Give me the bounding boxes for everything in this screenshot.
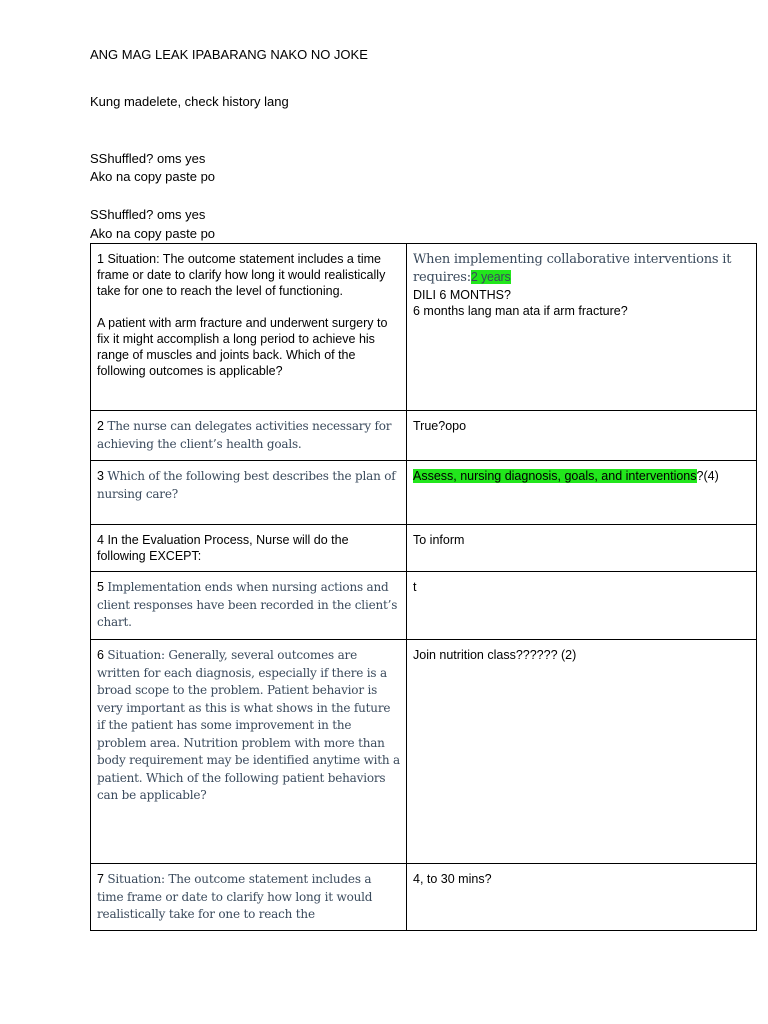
answer-cell: [407, 864, 757, 931]
answer-cell: [407, 525, 757, 572]
table-row: [91, 461, 757, 525]
header-line-6: Ako na copy paste po: [90, 226, 216, 241]
question-cell: [91, 461, 407, 525]
question-text: In the Evaluation Process, Nurse will do the following EXCEPT:: [97, 533, 349, 563]
question-text: Situation: The outcome statement includes a time frame or date to clarify how long it would realistically take for one to reach the: [97, 872, 373, 921]
answer-text: 6 months lang man ata if arm fracture?: [413, 304, 628, 318]
qa-table: [90, 243, 757, 931]
row-number: 6: [97, 648, 104, 662]
answer-text: Join nutrition class?????? (2): [413, 648, 577, 662]
answer-text: t: [413, 580, 417, 594]
answer-cell: [407, 244, 757, 411]
answer-cell: [407, 640, 757, 864]
question-cell: [91, 525, 407, 572]
header-line-1: ANG MAG LEAK IPABARANG NAKO NO JOKE: [90, 47, 368, 62]
question-text: Situation: Generally, several outcomes are written for each diagnosis, especially if there is a broad scope to the problem. Patient behavior is very important as this is what shows in the future if the patient has some improvement in the problem area. Nutrition problem with more than body requirement may be identified anytime with a patient. Which of the following patient behaviors can be applicable?: [97, 648, 401, 802]
answer-text: DILI 6 MONTHS?: [413, 288, 511, 302]
answer-cell: [407, 411, 757, 461]
row-number: 5: [97, 580, 104, 594]
row-number: 7: [97, 872, 104, 886]
table-row: [91, 244, 757, 411]
answer-cell: [407, 461, 757, 525]
highlighted-answer: Assess, nursing diagnosis, goals, and interventions: [413, 469, 697, 483]
table-row: [91, 640, 757, 864]
table-row: [91, 411, 757, 461]
answer-text: To inform: [413, 533, 465, 547]
answer-text: 4, to 30 mins?: [413, 872, 492, 886]
row-number: 2: [97, 419, 104, 433]
table-row: [91, 525, 757, 572]
highlighted-answer: 2 years: [470, 270, 511, 284]
question-text: A patient with arm fracture and underwent surgery to fix it might accomplish a long period to achieve his range of muscles and joints back. Which of the following outcomes is applicable?: [97, 316, 388, 378]
question-cell: [91, 411, 407, 461]
question-cell: [91, 244, 407, 411]
question-text: Which of the following best describes the plan of nursing care?: [97, 469, 396, 501]
question-cell: [91, 640, 407, 864]
header-line-3: SShuffled? oms yes: [90, 151, 206, 166]
header-line-2: Kung madelete, check history lang: [90, 94, 289, 109]
question-text: Situation: The outcome statement includes a time frame or date to clarify how long it would realistically take for one to reach the level of functioning.: [97, 252, 386, 298]
row-number: 3: [97, 469, 104, 483]
answer-text: True?opo: [413, 419, 467, 433]
question-cell: [91, 864, 407, 931]
header-line-5: SShuffled? oms yes: [90, 207, 206, 222]
table-row: [91, 572, 757, 640]
table-row: [91, 864, 757, 931]
question-text: Implementation ends when nursing actions and client responses have been recorded in the client’s chart.: [97, 580, 398, 629]
answer-text: When implementing collaborative interventions it requires:: [413, 252, 732, 285]
answer-text: ?(4): [696, 469, 719, 483]
question-cell: [91, 572, 407, 640]
answer-cell: [407, 572, 757, 640]
row-number: 4: [97, 533, 104, 547]
row-number: 1: [97, 252, 104, 266]
header-line-4: Ako na copy paste po: [90, 169, 216, 184]
question-text: The nurse can delegates activities necessary for achieving the client’s health goals.: [97, 419, 392, 451]
